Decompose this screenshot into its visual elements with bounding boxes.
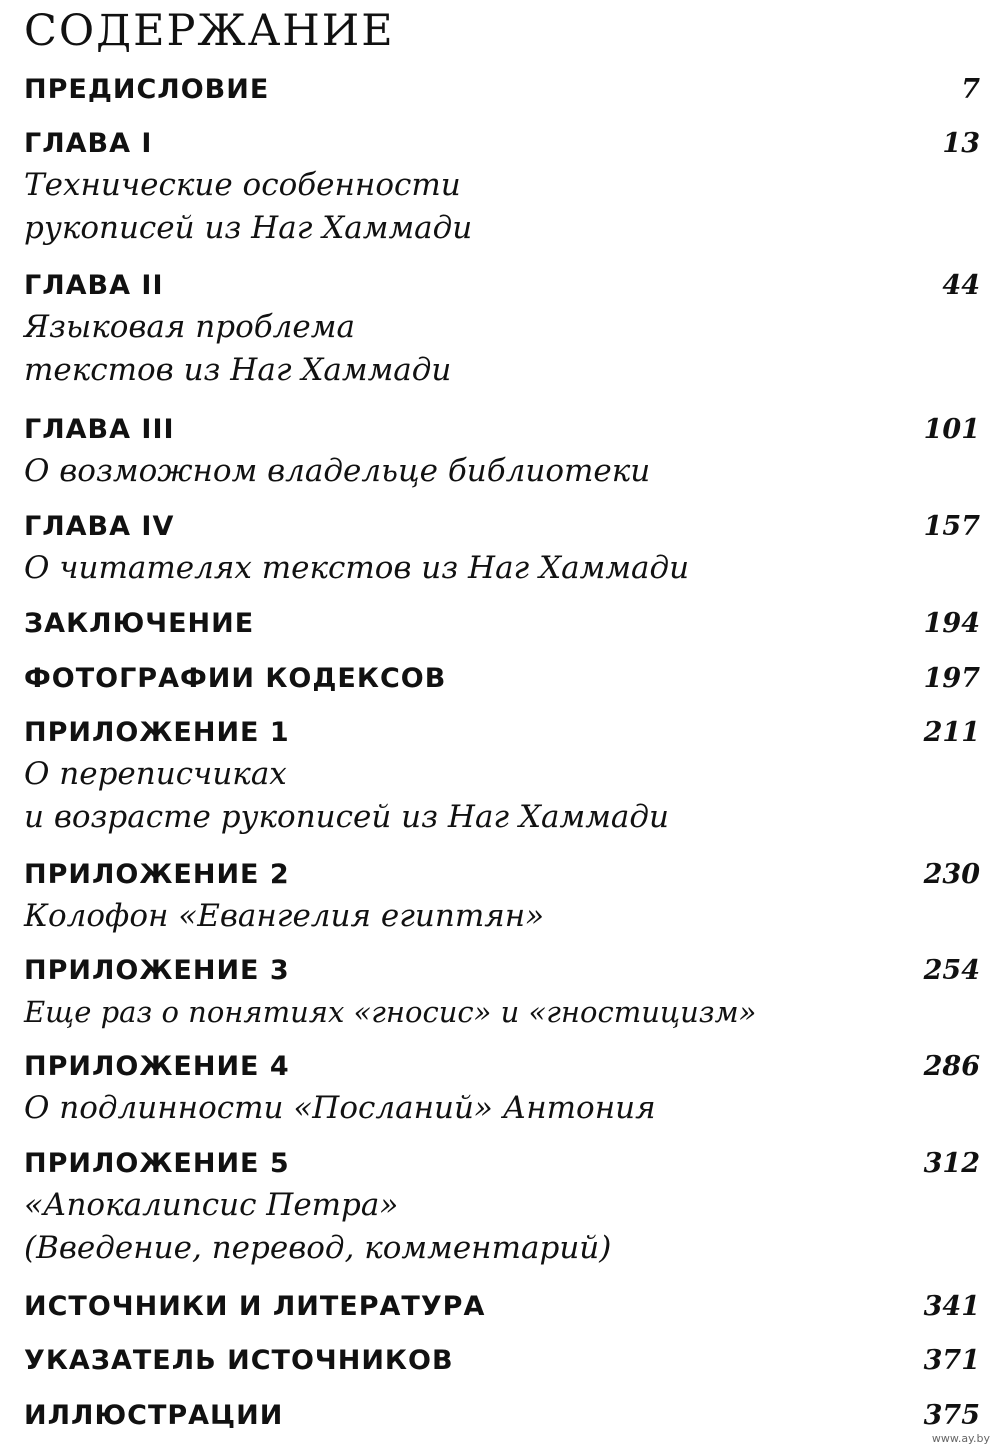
entry-heading: ПРИЛОЖЕНИЕ 5: [24, 1148, 290, 1179]
entry-heading: ГЛАВА II: [24, 270, 164, 301]
toc-entry: [24, 659, 980, 699]
entry-page-number: 230: [923, 859, 980, 890]
entry-page-number: 197: [923, 663, 980, 694]
entry-subtitle-line: Еще раз о понятиях «гносис» и «гностицизм»: [24, 995, 757, 1029]
entry-heading: ПРИЛОЖЕНИЕ 3: [24, 955, 290, 986]
entry-page-number: 211: [923, 717, 980, 748]
entry-subtitle-line: Технические особенности: [24, 167, 461, 203]
entry-page-number: 157: [923, 511, 980, 542]
entry-subtitle-line: О возможном владельце библиотеки: [24, 453, 651, 489]
toc-entry: [24, 604, 980, 644]
entry-page-number: 341: [923, 1291, 980, 1322]
entry-heading: УКАЗАТЕЛЬ ИСТОЧНИКОВ: [24, 1345, 454, 1376]
entry-heading: ФОТОГРАФИИ КОДЕКСОВ: [24, 663, 447, 694]
entry-page-number: 194: [923, 608, 980, 639]
entry-page-number: 7: [961, 74, 980, 105]
entry-heading: ГЛАВА IV: [24, 511, 175, 542]
page-title: СОДЕРЖАНИЕ: [24, 6, 395, 56]
toc-entry: [24, 507, 980, 590]
entry-heading: ПРИЛОЖЕНИЕ 2: [24, 859, 290, 890]
toc-entry: [24, 266, 980, 392]
toc-entry: [24, 951, 980, 1034]
toc-entry: [24, 1341, 980, 1381]
toc-entry: [24, 410, 980, 493]
entry-page-number: 101: [923, 414, 980, 445]
toc-entry: [24, 124, 980, 250]
entry-subtitle-line: (Введение, перевод, комментарий): [24, 1230, 612, 1266]
toc-entry: [24, 713, 980, 839]
entry-subtitle-line: Колофон «Евангелия египтян»: [24, 898, 545, 934]
entry-heading: ГЛАВА I: [24, 128, 153, 159]
entry-heading: ПРИЛОЖЕНИЕ 4: [24, 1051, 290, 1082]
entry-heading: ПРИЛОЖЕНИЕ 1: [24, 717, 290, 748]
entry-subtitle-line: О переписчиках: [24, 756, 287, 792]
entry-page-number: 13: [942, 128, 980, 159]
entry-heading: ГЛАВА III: [24, 414, 175, 445]
entry-page-number: 312: [923, 1148, 980, 1179]
entry-subtitle-line: «Апокалипсис Петра»: [24, 1187, 399, 1223]
toc-entry: [24, 70, 980, 110]
entry-page-number: 375: [923, 1400, 980, 1431]
entry-subtitle-line: О подлинности «Посланий» Антония: [24, 1090, 656, 1126]
entry-heading: ЗАКЛЮЧЕНИЕ: [24, 608, 255, 639]
entry-page-number: 44: [942, 270, 980, 301]
entry-subtitle-line: текстов из Наг Хаммади: [24, 352, 452, 388]
entry-subtitle-line: Языковая проблема: [24, 309, 355, 345]
entry-subtitle-line: О читателях текстов из Наг Хаммади: [24, 550, 690, 586]
entry-heading: ИЛЛЮСТРАЦИИ: [24, 1400, 284, 1431]
toc-entry: [24, 1047, 980, 1130]
entry-page-number: 254: [923, 955, 980, 986]
watermark: www.ay.by: [931, 1432, 990, 1445]
entry-heading: ПРЕДИСЛОВИЕ: [24, 74, 270, 105]
entry-heading: ИСТОЧНИКИ И ЛИТЕРАТУРА: [24, 1291, 486, 1322]
entry-page-number: 371: [923, 1345, 980, 1376]
toc-entry: [24, 1144, 980, 1270]
toc-entry: [24, 1396, 980, 1436]
toc-entry: [24, 855, 980, 938]
toc-entry: [24, 1287, 980, 1327]
entry-subtitle-line: рукописей из Наг Хаммади: [24, 210, 473, 246]
entry-subtitle-line: и возрасте рукописей из Наг Хаммади: [24, 799, 669, 835]
entry-page-number: 286: [923, 1051, 980, 1082]
